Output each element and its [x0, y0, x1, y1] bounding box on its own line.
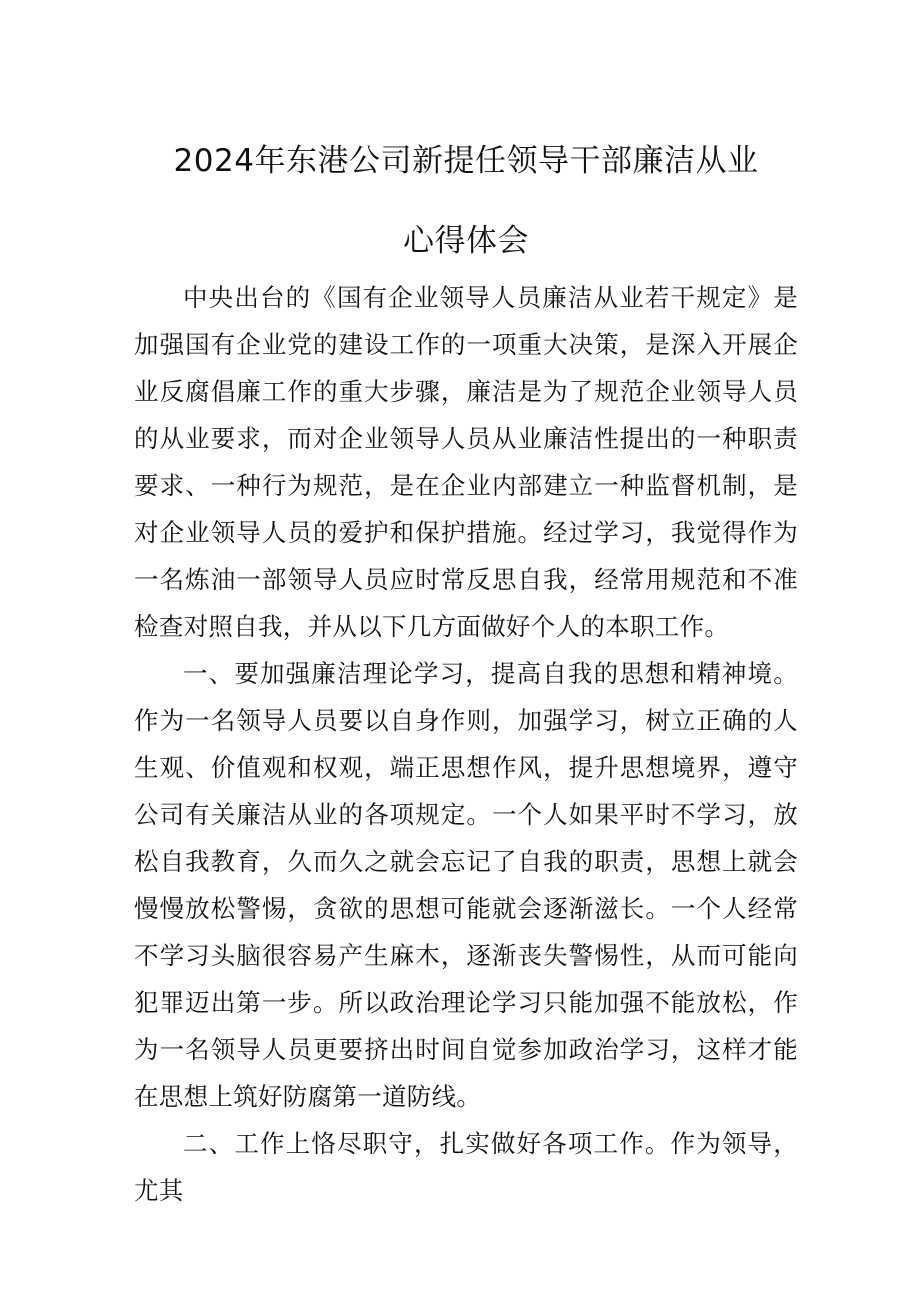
document-title-line-1: 2024年东港公司新提任领导干部廉洁从业	[173, 143, 759, 179]
document-body	[134, 274, 798, 1214]
paragraph-point-two: 二、工作上恪尽职守，扎实做好各项工作。作为领导，尤其	[134, 1129, 798, 1205]
paragraph-intro: 中央出台的《国有企业领导人员廉洁从业若干规定》是加强国有企业党的建设工作的一项重大决策，是深入开展企业反腐倡廉工作的重大步骤，廉洁是为了规范企业领导人员的从业要求，而对企业领导人员从业廉洁性提出的一种职责要求、一种行为规范，是在企业内部建立一种监督机制，是对企业领导人员的爱护和保护措施。经过学习，我觉得作为一名炼油一部领导人员应时常反思自我，经常用规范和不准检查对照自我，并从以下几方面做好个人的本职工作。	[134, 283, 798, 641]
document-title-line-2: 心得体会	[403, 223, 529, 259]
paragraph-point-one: 一、要加强廉洁理论学习，提高自我的思想和精神境。作为一名领导人员要以自身作则，加强学习，树立正确的人生观、价值观和权观，端正思想作风，提升思想境界，遵守公司有关廉洁从业的各项规定。一个人如果平时不学习，放松自我教育，久而久之就会忘记了自我的职责，思想上就会慢慢放松警惕，贪欲的思想可能就会逐渐滋长。一个人经常不学习头脑很容易产生麻木，逐渐丧失警惕性，从而可能向犯罪迈出第一步。所以政治理论学习只能加强不能放松，作为一名领导人员更要挤出时间自觉参加政治学习，这样才能在思想上筑好防腐第一道防线。	[134, 659, 798, 1111]
